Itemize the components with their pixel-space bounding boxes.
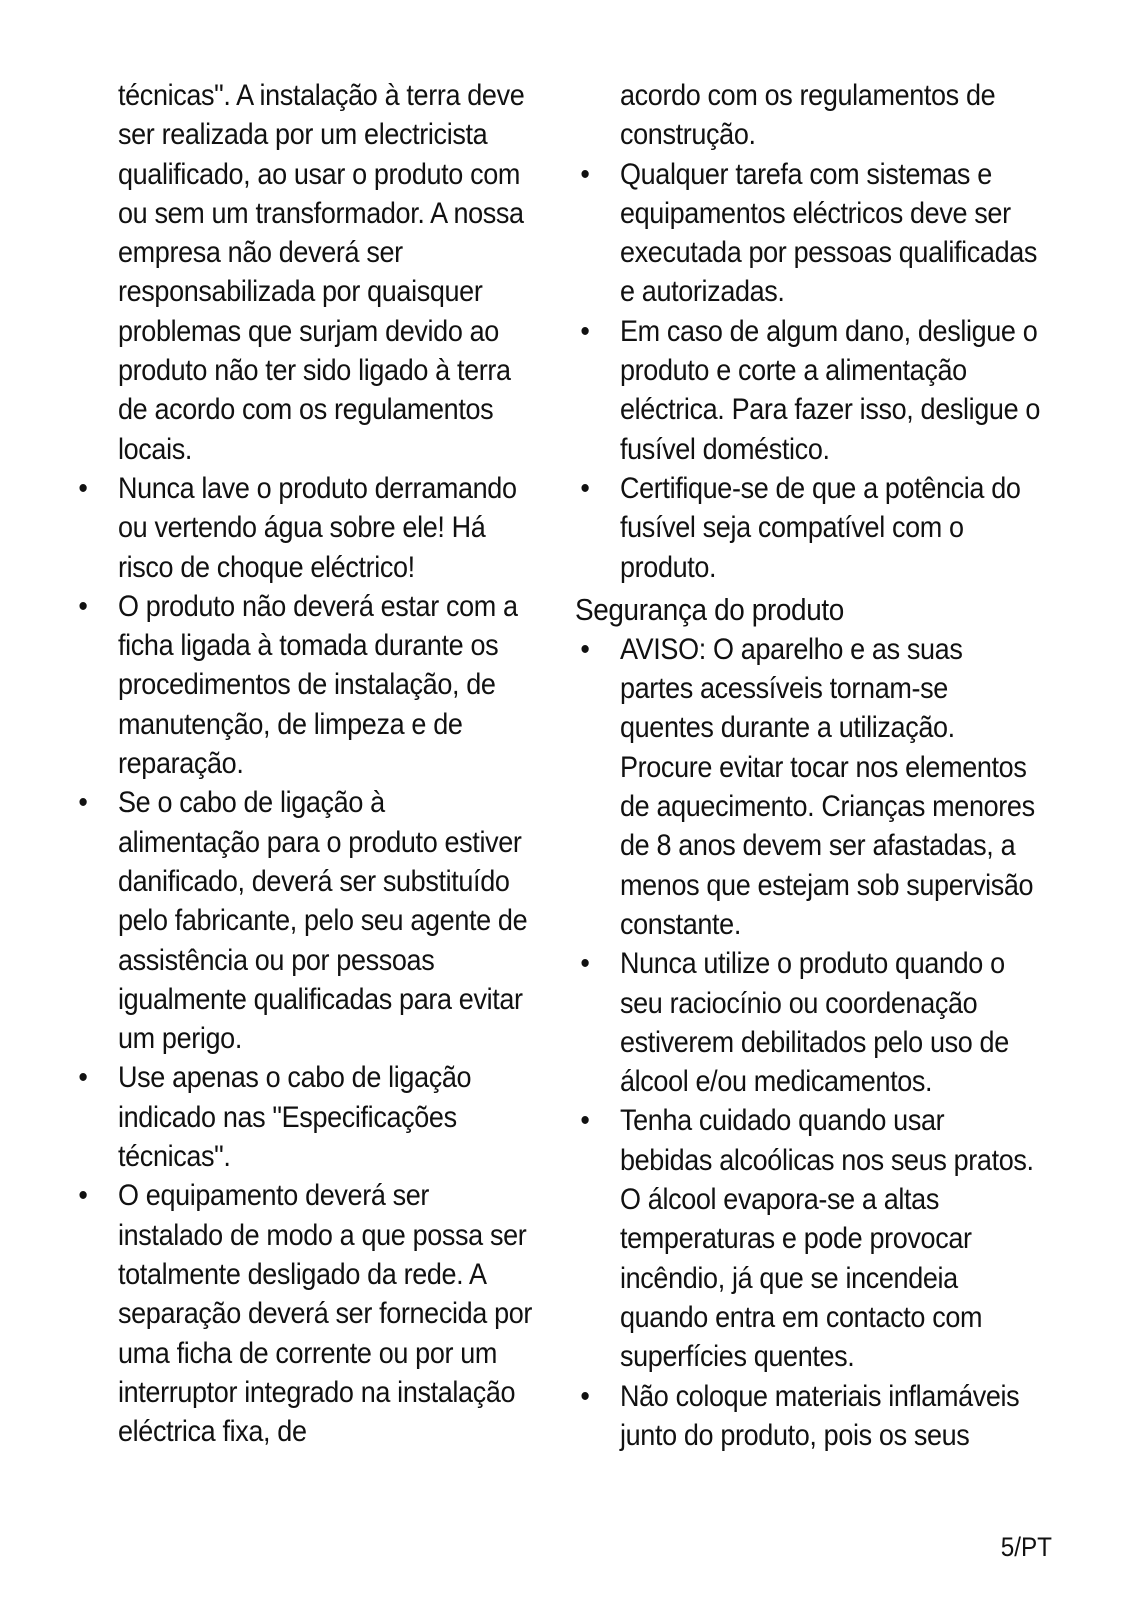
list-item: • Tenha cuidado quando usar bebidas alcoólicas nos seus pratos. O álcool evapora-se a altas temperaturas e pode provocar incêndio, já que se incendeia quando entra em contacto com superfícies quentes. — [575, 1101, 1041, 1376]
list-item: • O equipamento deverá ser instalado de modo a que possa ser totalmente desligado da rede. A separação deverá ser fornecida por uma ficha de corrente ou por um interruptor integrado na instalação eléctrica fixa, de — [73, 1176, 532, 1451]
list-item: • Certifique-se de que a potência do fusível seja compatível com o produto. — [575, 469, 1041, 587]
right-column — [575, 76, 1041, 1455]
bullet-icon: • — [580, 157, 590, 191]
bullet-icon: • — [580, 1379, 590, 1413]
list-item: • Qualquer tarefa com sistemas e equipamentos eléctricos deve ser executada por pessoas qualificadas e autorizadas. — [575, 155, 1041, 312]
continuation-text: técnicas". A instalação à terra deve ser realizada por um electricista qualificado, ao usar o produto com ou sem um transformador. A nossa empresa não deverá ser responsabilizada por quaisquer problemas que surjam devido ao produto não ter sido ligado à terra de acordo com os regulamentos locais. — [118, 79, 525, 466]
bullet-icon: • — [580, 1104, 590, 1138]
page-number: 5/PT — [1000, 1532, 1052, 1562]
bullet-list — [575, 155, 1041, 587]
bullet-icon: • — [78, 471, 88, 505]
bullet-icon: • — [580, 632, 590, 666]
list-item: • Use apenas o cabo de ligação indicado nas "Especificações técnicas". — [73, 1058, 532, 1176]
bullet-list — [575, 630, 1041, 1455]
bullet-icon: • — [580, 471, 590, 505]
list-item: • Em caso de algum dano, desligue o produto e corte a alimentação eléctrica. Para fazer isso, desligue o fusível doméstico. — [575, 312, 1041, 469]
list-item: • Nunca lave o produto derramando ou vertendo água sobre ele! Há risco de choque eléctrico! — [73, 469, 532, 587]
bullet-icon: • — [78, 786, 88, 820]
left-column — [73, 76, 532, 1451]
list-item: • O produto não deverá estar com a ficha ligada à tomada durante os procedimentos de instalação, de manutenção, de limpeza e de reparação. — [73, 587, 532, 783]
continuation-text: acordo com os regulamentos de construção. — [620, 79, 996, 152]
bullet-icon: • — [78, 589, 88, 623]
bullet-icon: • — [580, 947, 590, 981]
bullet-icon: • — [580, 314, 590, 348]
list-item: • Não coloque materiais inflamáveis junto do produto, pois os seus — [575, 1377, 1041, 1456]
bullet-list — [73, 469, 532, 1451]
list-item: • Se o cabo de ligação à alimentação para o produto estiver danificado, deverá ser substituído pelo fabricante, pelo seu agente de assistência ou por pessoas igualmente qualificadas para evitar um perigo. — [73, 783, 532, 1058]
section-heading: Segurança do produto — [575, 591, 844, 627]
list-item: • Nunca utilize o produto quando o seu raciocínio ou coordenação estiverem debilitados pelo uso de álcool e/ou medicamentos. — [575, 944, 1041, 1101]
bullet-icon: • — [78, 1061, 88, 1095]
bullet-icon: • — [78, 1179, 88, 1213]
list-item: • AVISO: O aparelho e as suas partes acessíveis tornam-se quentes durante a utilização. Procure evitar tocar nos elementos de aquecimento. Crianças menores de 8 anos devem ser afastadas, a menos que estejam sob supervisão constante. — [575, 630, 1041, 944]
